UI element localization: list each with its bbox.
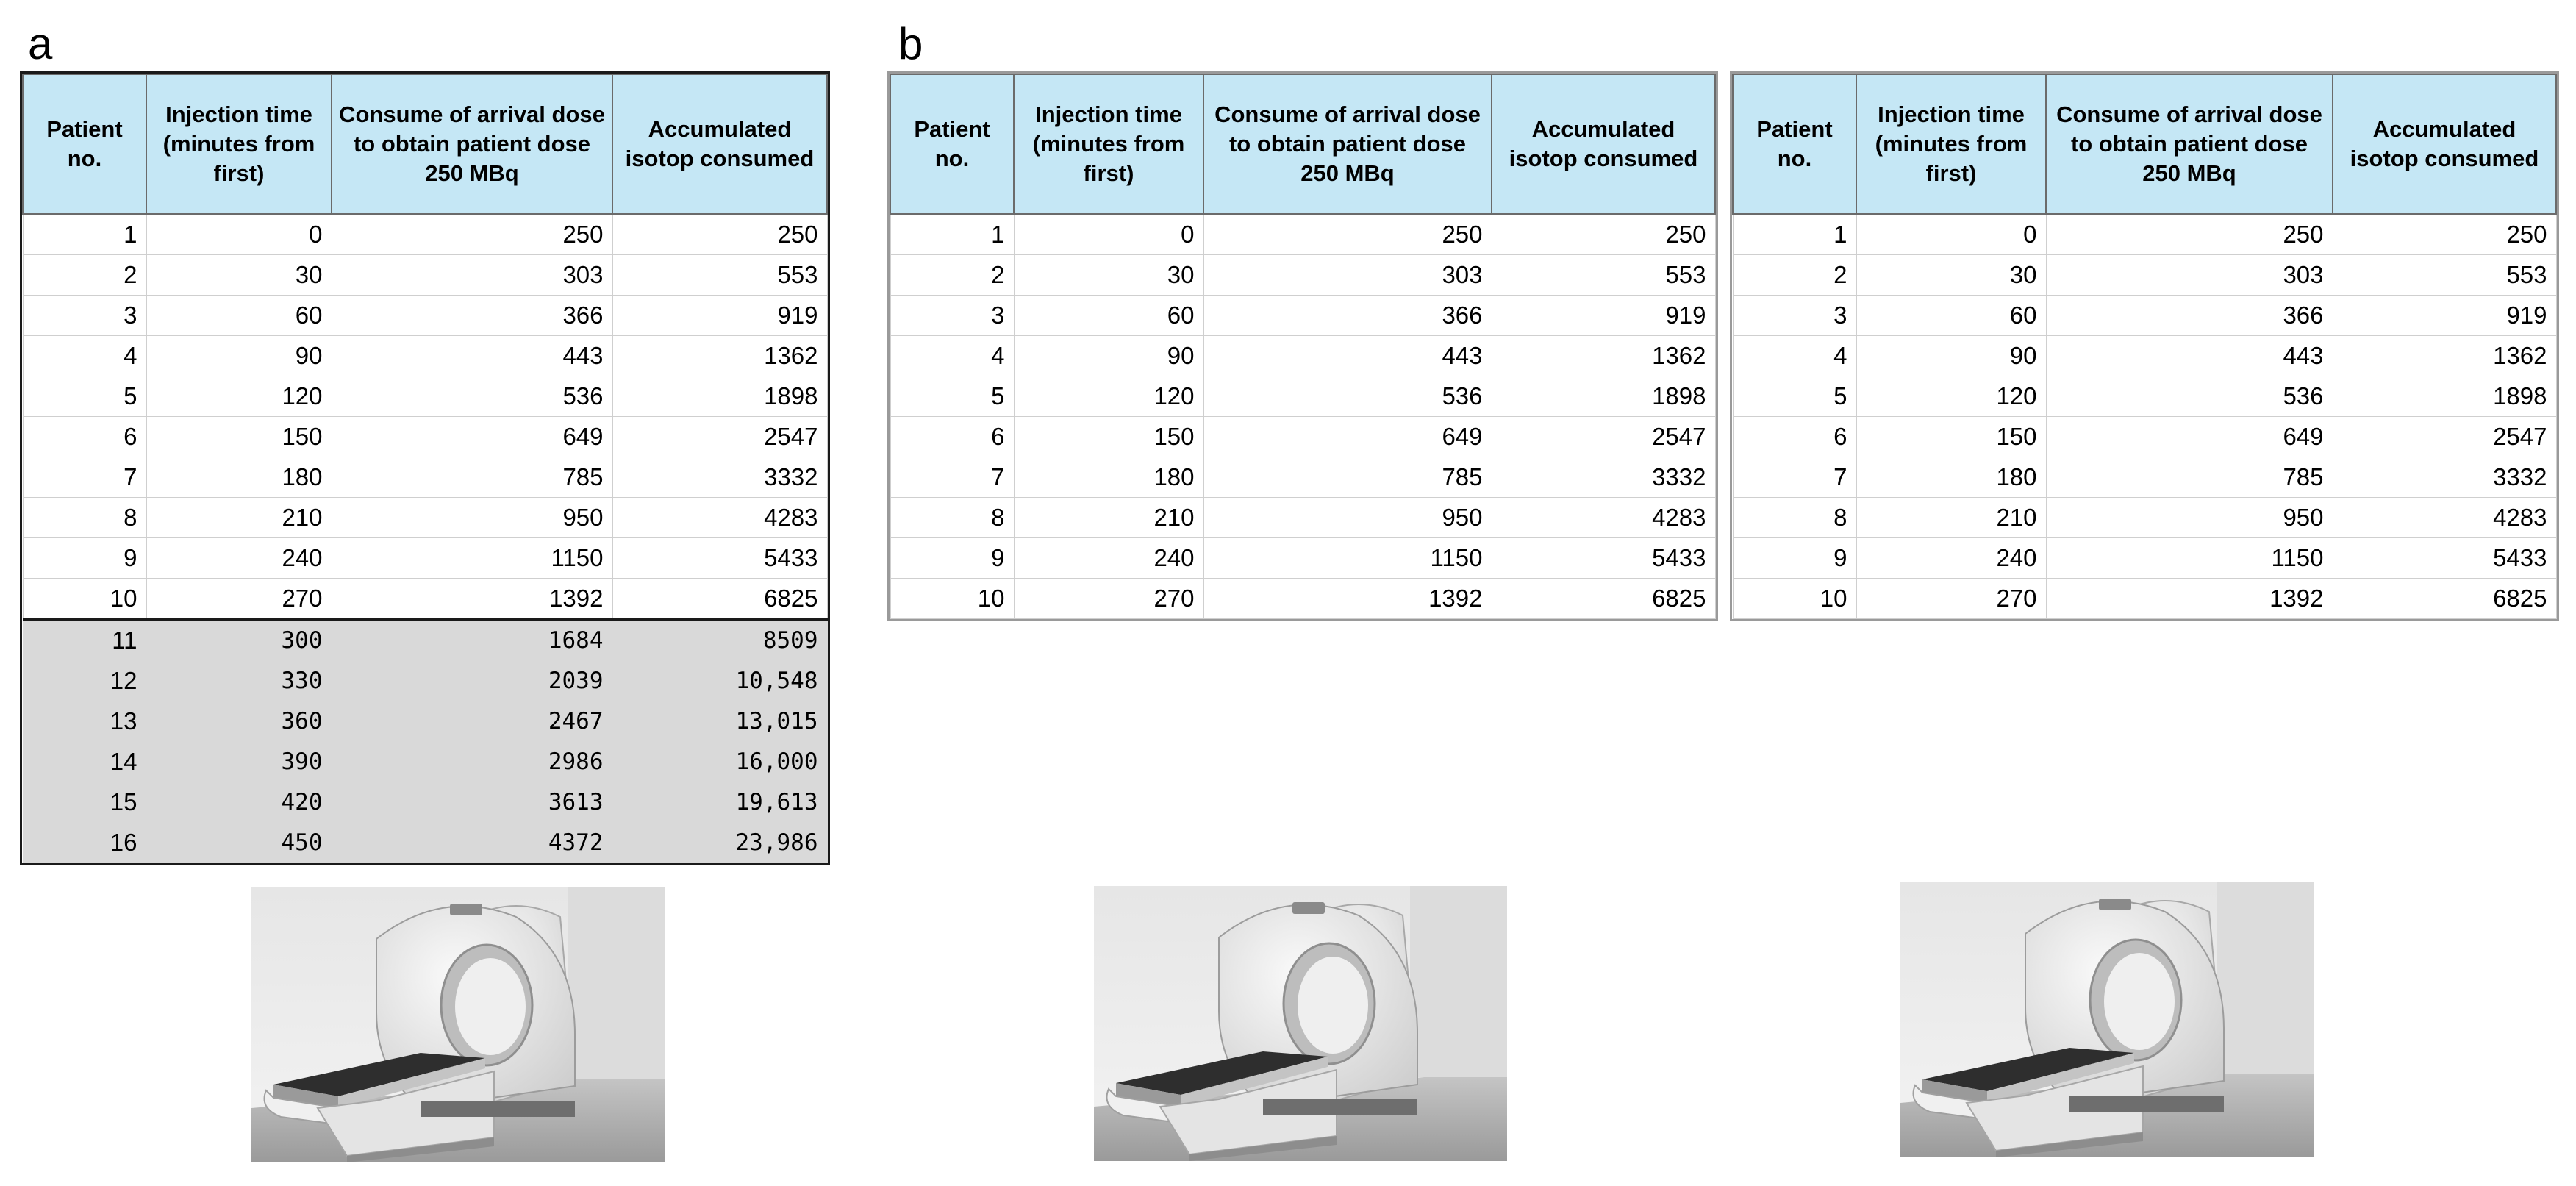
cell-injection-time: 120 bbox=[1014, 376, 1203, 417]
cell-patient-no: 5 bbox=[23, 376, 146, 417]
cell-injection-time: 180 bbox=[1856, 457, 2046, 498]
cell-injection-time: 210 bbox=[146, 498, 332, 538]
cell-arrival-dose: 785 bbox=[1203, 457, 1492, 498]
table-row bbox=[23, 296, 827, 336]
ct-scanner-image-a bbox=[251, 887, 665, 1162]
cell-arrival-dose: 785 bbox=[332, 457, 612, 498]
cell-injection-time: 270 bbox=[1014, 579, 1203, 619]
table-row bbox=[890, 255, 1715, 296]
cell-accumulated: 6825 bbox=[2333, 579, 2556, 619]
table-a bbox=[22, 74, 828, 863]
table-row bbox=[1733, 417, 2556, 457]
cell-arrival-dose: 785 bbox=[2046, 457, 2333, 498]
cell-arrival-dose: 443 bbox=[1203, 336, 1492, 376]
cell-injection-time: 180 bbox=[1014, 457, 1203, 498]
cell-accumulated: 2547 bbox=[1492, 417, 1715, 457]
cell-injection-time: 360 bbox=[146, 701, 332, 742]
cell-accumulated: 5433 bbox=[1492, 538, 1715, 579]
table-row bbox=[23, 782, 827, 823]
cell-injection-time: 300 bbox=[146, 620, 332, 661]
table-row bbox=[23, 701, 827, 742]
cell-patient-no: 8 bbox=[1733, 498, 1856, 538]
cell-injection-time: 240 bbox=[1856, 538, 2046, 579]
table-row bbox=[1733, 498, 2556, 538]
cell-patient-no: 11 bbox=[23, 620, 146, 661]
table-row bbox=[23, 661, 827, 701]
table-row bbox=[23, 376, 827, 417]
table-row bbox=[23, 498, 827, 538]
cell-accumulated: 1898 bbox=[1492, 376, 1715, 417]
table-row bbox=[890, 498, 1715, 538]
cell-arrival-dose: 4372 bbox=[332, 823, 612, 863]
cell-injection-time: 30 bbox=[1014, 255, 1203, 296]
cell-arrival-dose: 1150 bbox=[332, 538, 612, 579]
table-row bbox=[23, 255, 827, 296]
table-row bbox=[23, 742, 827, 782]
cell-arrival-dose: 1392 bbox=[2046, 579, 2333, 619]
cell-injection-time: 60 bbox=[1856, 296, 2046, 336]
cell-arrival-dose: 3613 bbox=[332, 782, 612, 823]
table-row bbox=[23, 579, 827, 620]
cell-injection-time: 90 bbox=[146, 336, 332, 376]
cell-patient-no: 4 bbox=[890, 336, 1014, 376]
table-b-left bbox=[890, 74, 1716, 619]
cell-injection-time: 330 bbox=[146, 661, 332, 701]
cell-accumulated: 4283 bbox=[612, 498, 827, 538]
table-row bbox=[1733, 255, 2556, 296]
cell-accumulated: 8509 bbox=[612, 620, 827, 661]
cell-accumulated: 2547 bbox=[612, 417, 827, 457]
cell-injection-time: 30 bbox=[1856, 255, 2046, 296]
cell-arrival-dose: 950 bbox=[1203, 498, 1492, 538]
cell-patient-no: 6 bbox=[1733, 417, 1856, 457]
table-row bbox=[890, 579, 1715, 619]
cell-arrival-dose: 303 bbox=[2046, 255, 2333, 296]
ct-scanner-image-b-left bbox=[1094, 886, 1507, 1161]
cell-arrival-dose: 1150 bbox=[2046, 538, 2333, 579]
cell-patient-no: 7 bbox=[890, 457, 1014, 498]
cell-arrival-dose: 1684 bbox=[332, 620, 612, 661]
cell-injection-time: 0 bbox=[1856, 214, 2046, 255]
cell-patient-no: 6 bbox=[890, 417, 1014, 457]
cell-injection-time: 210 bbox=[1014, 498, 1203, 538]
cell-injection-time: 0 bbox=[1014, 214, 1203, 255]
cell-arrival-dose: 2467 bbox=[332, 701, 612, 742]
header-accumulated: Accumulated isotop consumed bbox=[2333, 74, 2556, 214]
cell-arrival-dose: 536 bbox=[332, 376, 612, 417]
cell-arrival-dose: 366 bbox=[2046, 296, 2333, 336]
table-row bbox=[23, 214, 827, 255]
cell-patient-no: 10 bbox=[890, 579, 1014, 619]
table-b-right bbox=[1732, 74, 2557, 619]
cell-accumulated: 1362 bbox=[1492, 336, 1715, 376]
cell-accumulated: 4283 bbox=[1492, 498, 1715, 538]
panel-label-a: a bbox=[28, 19, 53, 68]
cell-arrival-dose: 366 bbox=[332, 296, 612, 336]
cell-patient-no: 5 bbox=[890, 376, 1014, 417]
table-row bbox=[890, 457, 1715, 498]
panel-label-b: b bbox=[898, 19, 923, 68]
cell-arrival-dose: 250 bbox=[332, 214, 612, 255]
table-row bbox=[890, 336, 1715, 376]
cell-patient-no: 13 bbox=[23, 701, 146, 742]
cell-arrival-dose: 1150 bbox=[1203, 538, 1492, 579]
cell-injection-time: 210 bbox=[1856, 498, 2046, 538]
cell-accumulated: 2547 bbox=[2333, 417, 2556, 457]
cell-injection-time: 30 bbox=[146, 255, 332, 296]
cell-patient-no: 4 bbox=[23, 336, 146, 376]
cell-injection-time: 150 bbox=[146, 417, 332, 457]
cell-accumulated: 250 bbox=[612, 214, 827, 255]
cell-accumulated: 1898 bbox=[612, 376, 827, 417]
cell-arrival-dose: 649 bbox=[1203, 417, 1492, 457]
cell-patient-no: 8 bbox=[23, 498, 146, 538]
table-row bbox=[23, 417, 827, 457]
cell-patient-no: 10 bbox=[1733, 579, 1856, 619]
table-row bbox=[1733, 579, 2556, 619]
cell-accumulated: 919 bbox=[612, 296, 827, 336]
cell-accumulated: 919 bbox=[1492, 296, 1715, 336]
cell-arrival-dose: 2039 bbox=[332, 661, 612, 701]
cell-injection-time: 240 bbox=[146, 538, 332, 579]
cell-injection-time: 120 bbox=[1856, 376, 2046, 417]
table-row bbox=[23, 620, 827, 661]
cell-patient-no: 2 bbox=[23, 255, 146, 296]
cell-accumulated: 10,548 bbox=[612, 661, 827, 701]
header-arrival-dose: Consume of arrival dose to obtain patient dose 250 MBq bbox=[332, 74, 612, 214]
cell-arrival-dose: 950 bbox=[332, 498, 612, 538]
cell-injection-time: 420 bbox=[146, 782, 332, 823]
cell-accumulated: 553 bbox=[1492, 255, 1715, 296]
cell-accumulated: 1898 bbox=[2333, 376, 2556, 417]
cell-arrival-dose: 443 bbox=[332, 336, 612, 376]
cell-arrival-dose: 1392 bbox=[332, 579, 612, 620]
cell-arrival-dose: 649 bbox=[332, 417, 612, 457]
cell-injection-time: 390 bbox=[146, 742, 332, 782]
cell-accumulated: 3332 bbox=[612, 457, 827, 498]
header-injection-time: Injection time (minutes from first) bbox=[1856, 74, 2046, 214]
cell-patient-no: 3 bbox=[23, 296, 146, 336]
cell-arrival-dose: 2986 bbox=[332, 742, 612, 782]
cell-patient-no: 4 bbox=[1733, 336, 1856, 376]
cell-accumulated: 250 bbox=[1492, 214, 1715, 255]
cell-injection-time: 120 bbox=[146, 376, 332, 417]
cell-accumulated: 5433 bbox=[2333, 538, 2556, 579]
cell-arrival-dose: 536 bbox=[2046, 376, 2333, 417]
table-row bbox=[890, 376, 1715, 417]
ct-scanner-image-b-right bbox=[1900, 882, 2314, 1157]
header-injection-time: Injection time (minutes from first) bbox=[146, 74, 332, 214]
header-arrival-dose: Consume of arrival dose to obtain patient dose 250 MBq bbox=[2046, 74, 2333, 214]
table-row bbox=[1733, 296, 2556, 336]
cell-patient-no: 2 bbox=[1733, 255, 1856, 296]
cell-patient-no: 5 bbox=[1733, 376, 1856, 417]
cell-arrival-dose: 303 bbox=[332, 255, 612, 296]
cell-arrival-dose: 649 bbox=[2046, 417, 2333, 457]
cell-arrival-dose: 366 bbox=[1203, 296, 1492, 336]
cell-accumulated: 3332 bbox=[2333, 457, 2556, 498]
cell-accumulated: 6825 bbox=[1492, 579, 1715, 619]
header-accumulated: Accumulated isotop consumed bbox=[1492, 74, 1715, 214]
header-arrival-dose: Consume of arrival dose to obtain patient dose 250 MBq bbox=[1203, 74, 1492, 214]
table-row bbox=[23, 823, 827, 863]
cell-accumulated: 250 bbox=[2333, 214, 2556, 255]
cell-injection-time: 270 bbox=[1856, 579, 2046, 619]
cell-patient-no: 9 bbox=[890, 538, 1014, 579]
cell-injection-time: 90 bbox=[1856, 336, 2046, 376]
cell-accumulated: 13,015 bbox=[612, 701, 827, 742]
cell-accumulated: 4283 bbox=[2333, 498, 2556, 538]
cell-accumulated: 919 bbox=[2333, 296, 2556, 336]
cell-patient-no: 10 bbox=[23, 579, 146, 620]
cell-accumulated: 19,613 bbox=[612, 782, 827, 823]
cell-arrival-dose: 536 bbox=[1203, 376, 1492, 417]
cell-accumulated: 16,000 bbox=[612, 742, 827, 782]
cell-patient-no: 6 bbox=[23, 417, 146, 457]
table-row bbox=[1733, 457, 2556, 498]
table-row bbox=[890, 538, 1715, 579]
cell-patient-no: 12 bbox=[23, 661, 146, 701]
cell-accumulated: 3332 bbox=[1492, 457, 1715, 498]
table-row bbox=[1733, 376, 2556, 417]
table-row bbox=[1733, 336, 2556, 376]
table-row bbox=[23, 336, 827, 376]
cell-accumulated: 23,986 bbox=[612, 823, 827, 863]
cell-injection-time: 150 bbox=[1856, 417, 2046, 457]
cell-accumulated: 6825 bbox=[612, 579, 827, 620]
cell-patient-no: 1 bbox=[1733, 214, 1856, 255]
table-row bbox=[23, 457, 827, 498]
header-patient-no: Patient no. bbox=[1733, 74, 1856, 214]
table-row bbox=[23, 538, 827, 579]
header-accumulated: Accumulated isotop consumed bbox=[612, 74, 827, 214]
table-row bbox=[1733, 214, 2556, 255]
cell-injection-time: 150 bbox=[1014, 417, 1203, 457]
cell-injection-time: 450 bbox=[146, 823, 332, 863]
cell-patient-no: 8 bbox=[890, 498, 1014, 538]
cell-arrival-dose: 250 bbox=[1203, 214, 1492, 255]
cell-patient-no: 1 bbox=[23, 214, 146, 255]
cell-injection-time: 0 bbox=[146, 214, 332, 255]
header-patient-no: Patient no. bbox=[890, 74, 1014, 214]
cell-patient-no: 9 bbox=[23, 538, 146, 579]
header-patient-no: Patient no. bbox=[23, 74, 146, 214]
table-row bbox=[890, 214, 1715, 255]
cell-patient-no: 7 bbox=[1733, 457, 1856, 498]
cell-accumulated: 1362 bbox=[612, 336, 827, 376]
header-injection-time: Injection time (minutes from first) bbox=[1014, 74, 1203, 214]
cell-accumulated: 5433 bbox=[612, 538, 827, 579]
cell-patient-no: 3 bbox=[890, 296, 1014, 336]
cell-patient-no: 9 bbox=[1733, 538, 1856, 579]
cell-injection-time: 60 bbox=[1014, 296, 1203, 336]
cell-arrival-dose: 443 bbox=[2046, 336, 2333, 376]
table-row bbox=[890, 417, 1715, 457]
table-row bbox=[1733, 538, 2556, 579]
cell-injection-time: 270 bbox=[146, 579, 332, 620]
cell-accumulated: 553 bbox=[612, 255, 827, 296]
cell-patient-no: 2 bbox=[890, 255, 1014, 296]
cell-patient-no: 3 bbox=[1733, 296, 1856, 336]
cell-patient-no: 1 bbox=[890, 214, 1014, 255]
cell-patient-no: 7 bbox=[23, 457, 146, 498]
cell-arrival-dose: 950 bbox=[2046, 498, 2333, 538]
cell-patient-no: 16 bbox=[23, 823, 146, 863]
cell-injection-time: 90 bbox=[1014, 336, 1203, 376]
cell-arrival-dose: 303 bbox=[1203, 255, 1492, 296]
cell-arrival-dose: 250 bbox=[2046, 214, 2333, 255]
cell-injection-time: 240 bbox=[1014, 538, 1203, 579]
cell-patient-no: 14 bbox=[23, 742, 146, 782]
cell-accumulated: 1362 bbox=[2333, 336, 2556, 376]
cell-accumulated: 553 bbox=[2333, 255, 2556, 296]
cell-injection-time: 180 bbox=[146, 457, 332, 498]
table-row bbox=[890, 296, 1715, 336]
cell-injection-time: 60 bbox=[146, 296, 332, 336]
cell-patient-no: 15 bbox=[23, 782, 146, 823]
cell-arrival-dose: 1392 bbox=[1203, 579, 1492, 619]
